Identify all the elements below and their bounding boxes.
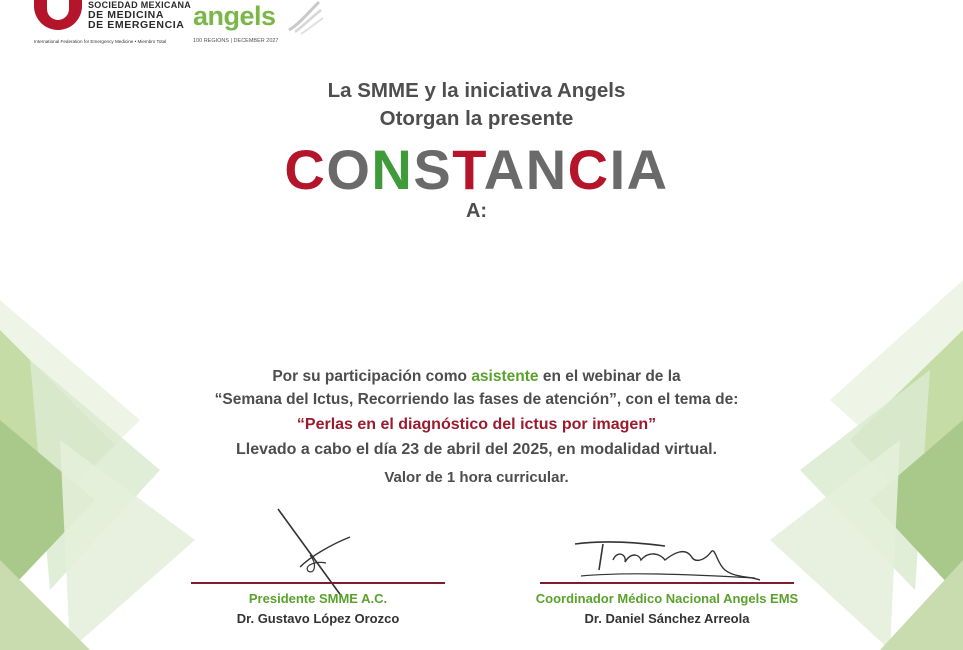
title-letter: A <box>483 138 526 201</box>
body-line1-pre: Por su participación como <box>272 368 472 385</box>
body-line2: “Semana del Ictus, Recorriendo las fases de atención”, con el tema de: <box>214 391 739 408</box>
signature-line-left <box>191 582 445 584</box>
title-letter: C <box>284 138 327 201</box>
recipient-label: A: <box>465 200 488 222</box>
heading-line2: Otorgan la presente <box>379 107 574 130</box>
angels-logo <box>193 0 333 50</box>
participation-role: asistente <box>471 368 539 385</box>
signer-right-role: Coordinador Médico Nacional Angels EMS <box>535 591 799 606</box>
title-letter: S <box>413 138 453 201</box>
angels-subtitle: 100 REGIONS | DECEMBER 2027 <box>193 38 279 44</box>
title-letter: N <box>371 138 414 201</box>
certificate-title <box>0 138 953 202</box>
body-line1-post: en el webinar de la <box>538 368 681 385</box>
smme-logo <box>34 0 214 50</box>
event-date: Llevado a cabo el día 23 de abril del 2025, en modalidad virtual. <box>235 441 718 458</box>
signature-right-icon <box>565 530 765 585</box>
webinar-topic: “Perlas en el diagnóstico del ictus por imagen” <box>296 416 657 433</box>
smme-name-line2: DE MEDICINA <box>88 9 165 21</box>
signature-line-right <box>540 582 794 584</box>
smme-name-line3: DE EMERGENCIA <box>88 19 185 31</box>
title-letter: T <box>452 138 484 201</box>
heading-line1: La SMME y la iniciativa Angels <box>327 79 626 102</box>
body-line1 <box>0 368 953 386</box>
signer-right-name: Dr. Daniel Sánchez Arreola <box>584 611 750 626</box>
angels-wordmark: angels <box>193 1 276 31</box>
signer-left-role: Presidente SMME A.C. <box>248 591 388 606</box>
signature-left-icon <box>270 505 360 600</box>
smme-name <box>88 0 191 30</box>
smme-name-line1: SOCIEDAD MEXICANA <box>88 0 192 10</box>
curricular-value: Valor de 1 hora curricular. <box>384 469 569 486</box>
smme-tagline: International Federation for Emergency Medicine • Miembro Total <box>34 39 167 44</box>
title-letter: I <box>609 138 627 201</box>
title-letter: C <box>567 138 610 201</box>
title-letter: N <box>525 138 568 201</box>
wing-icon <box>285 0 325 36</box>
title-letter: A <box>626 138 669 201</box>
title-letter: O <box>326 138 372 201</box>
signer-left-name: Dr. Gustavo López Orozco <box>236 611 400 626</box>
smme-emblem-icon <box>34 0 82 30</box>
